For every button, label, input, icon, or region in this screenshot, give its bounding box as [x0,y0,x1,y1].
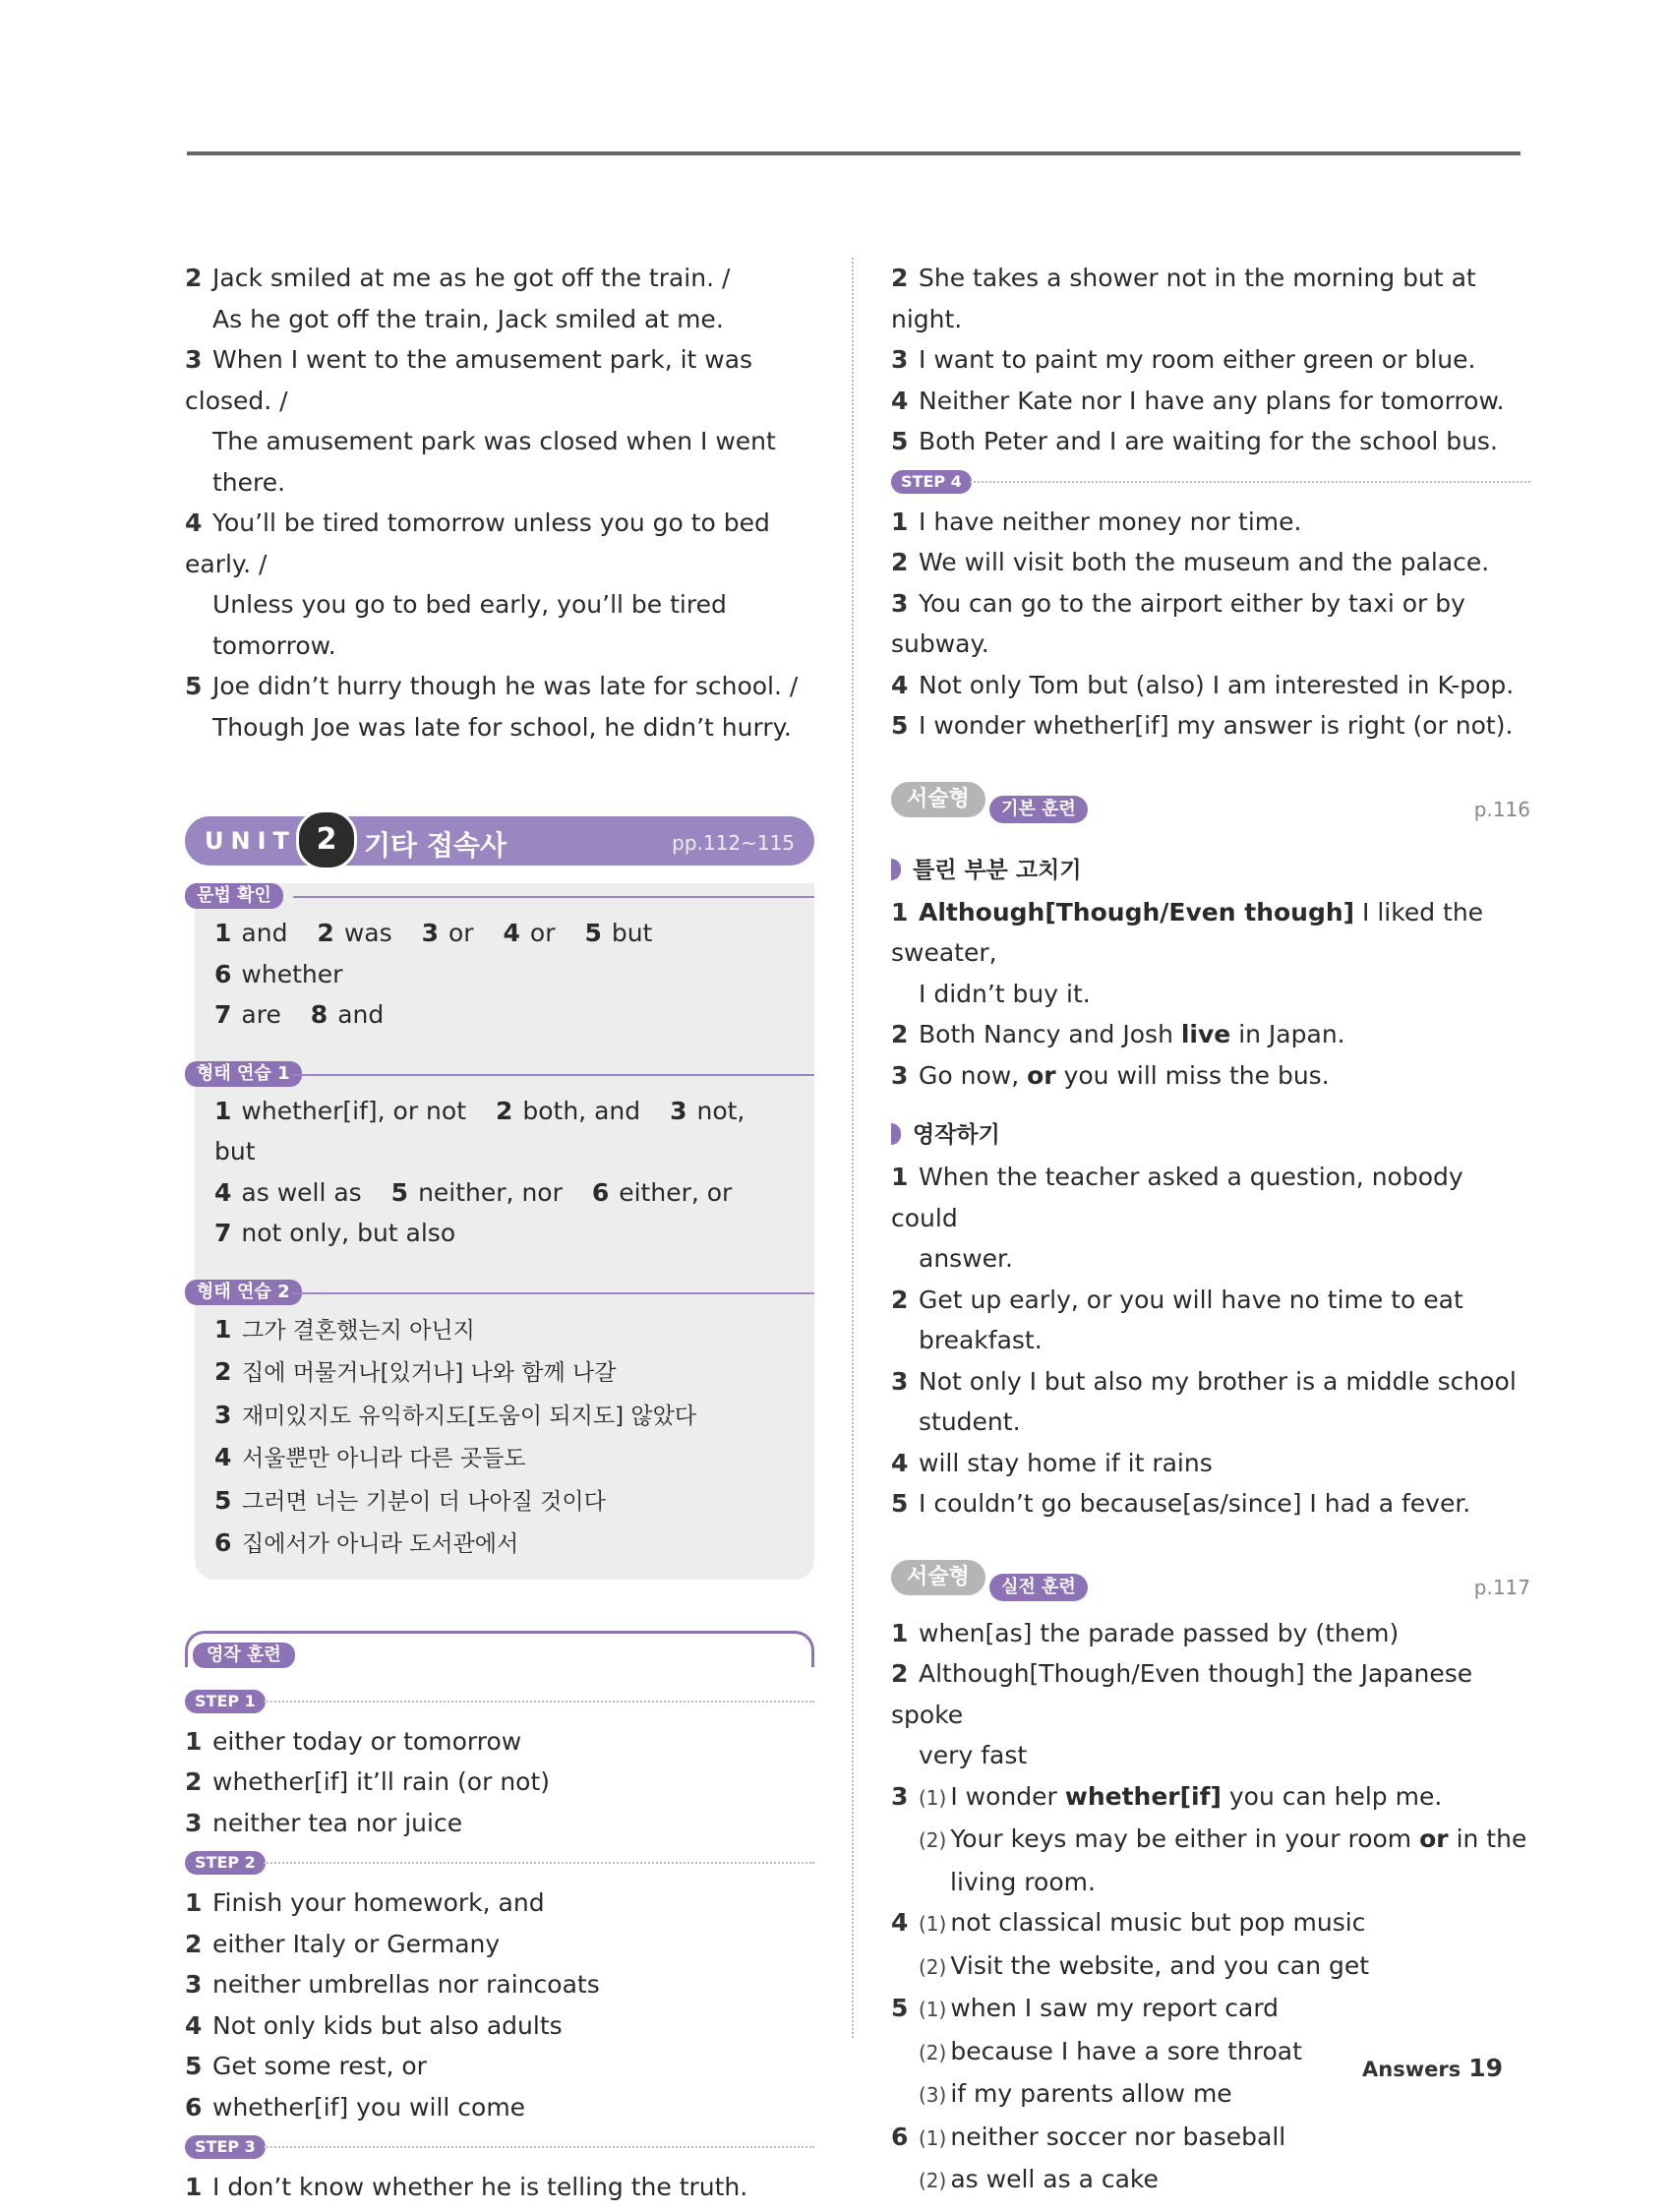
step3-label: STEP 3 [185,2127,814,2167]
list-item: 2 집에 머물거나[있거나] 나와 함께 나갈 [214,1357,617,1386]
list-item: 4 서울뿐만 아니라 다른 곳들도 [214,1443,526,1471]
page-ref: p.117 [1473,1575,1530,1599]
list-item-sub: (2) Visit the website, and you can get [919,1950,1370,1980]
right-column [891,258,1530,2202]
unit-header [185,816,814,866]
list-item: 2 whether[if] it’ll rain (or not) [185,1767,551,1796]
unit-label: UNIT [205,827,296,855]
list-item-cont: answer. [919,1244,1013,1273]
list-item: 1 either today or tomorrow [185,1726,522,1756]
list-item: 3 재미있지도 유익하지도[도움이 되지도] 않았다 [214,1400,697,1429]
writing-training-header: 영작 훈련 [185,1631,814,1668]
list-item-cont: Unless you go to bed early, you’ll be tired tomorrow. [212,590,727,660]
list-item: 4 will stay home if it rains [891,1448,1213,1477]
list-item: 3 (1) I wonder whether[if] you can help me. [891,1781,1443,1811]
list-item-cont: I didn’t buy it. [919,979,1091,1008]
column-divider [852,258,854,2038]
compose-heading: 영작하기 [891,1113,1530,1157]
list-item: 2 either Italy or Germany [185,1929,501,1958]
list-item: 3 neither tea nor juice [185,1808,463,1837]
list-item: 2 Although[Though/Even though] the Japanese spoke [891,1659,1473,1729]
list-item-cont: very fast [919,1741,1028,1769]
list-item: 5 그러면 너는 기분이 더 나아질 것이다 [214,1485,606,1515]
list-item: 3 Not only I but also my brother is a middle school [891,1366,1517,1396]
list-item: 1 Finish your homework, and [185,1888,545,1917]
list-item: 3 Go now, or you will miss the bus. [891,1060,1330,1090]
list-item: 3 You can go to the airport either by taxi or by subway. [891,588,1465,658]
list-item-cont: student. [919,1407,1021,1436]
form1-tag: 형태 연습 1 [185,1061,302,1087]
list-item: 2 Get up early, or you will have no time to eat [891,1285,1463,1314]
list-item: 1 when[as] the parade passed by (them) [891,1618,1400,1647]
step1-label: STEP 1 [185,1682,814,1721]
list-item: 1 I don’t know whether he is telling the truth. [185,2173,748,2201]
grammar-box [195,883,814,1580]
list-item-cont: breakfast. [919,1326,1043,1354]
list-item: 6 집에서가 아니라 도서관에서 [214,1528,519,1557]
grammar-check: 문법 확인 1 and 2 was 3 or 4 or 5 but 6 whether 7 are 8 and [214,883,805,1036]
form-practice-2 [197,1280,805,1566]
list-item: 3 When I went to the amusement park, it was closed. / [185,345,753,415]
list-item-sub: (2) Your keys may be either in your room or in the [919,1824,1527,1853]
bullet-icon [891,859,901,880]
list-item: 4 Not only Tom but (also) I am interested in K-pop. [891,670,1515,699]
basic-training-header: 서술형 기본 훈련 p.116 [891,782,1530,835]
list-item: 4 You’ll be tired tomorrow unless you go to bed early. / [185,508,770,578]
list-item: 1 Although[Though/Even though] I liked the sweater, [891,897,1484,967]
list-item: 5 Both Peter and I are waiting for the school bus. [891,427,1498,455]
list-item: 4 Not only kids but also adults [185,2010,563,2040]
left-column [185,258,814,2208]
list-item-sub: (3) if my parents allow me [919,2079,1232,2108]
list-item-sub: (2) because I have a sore throat [919,2036,1302,2065]
unit-number: 2 [296,809,357,870]
list-item-cont: The amusement park was closed when I went there. [212,427,776,497]
list-item: 5 (1) when I saw my report card [891,1994,1280,2022]
list-item: 2 We will visit both the museum and the palace. [891,548,1490,576]
step4-label: STEP 4 [891,462,1530,502]
list-item: 6 whether[if] you will come [185,2092,526,2122]
page-footer: Answers 19 [1362,2054,1503,2082]
list-item: 1 When the teacher asked a question, nobody could [891,1163,1463,1232]
list-item: 6 (1) neither soccer nor baseball [891,2122,1286,2151]
unit-title: 기타 접속사 [364,829,507,862]
bullet-icon [891,1123,901,1145]
list-item: 3 I want to paint my room either green or blue. [891,345,1476,374]
list-item-cont: living room. [950,1867,1096,1896]
practical-training-header: 서술형 실전 훈련 p.117 [891,1560,1530,1613]
header-rule [187,151,1521,155]
list-item: 5 Get some rest, or [185,2052,427,2080]
list-item-cont: As he got off the train, Jack smiled at me. [212,304,724,333]
list-item-sub: (2) as well as a cake [919,2165,1159,2193]
list-item: 2 She takes a shower not in the morning but at night. [891,264,1476,333]
list-item: 2 Jack smiled at me as he got off the train. / [185,264,731,292]
fix-errors-heading: 틀린 부분 고치기 [891,849,1530,892]
grammar-tag: 문법 확인 [185,883,283,909]
form2-tag: 형태 연습 2 [185,1280,302,1305]
list-item: 4 (1) not classical music but pop music [891,1908,1366,1937]
list-item: 5 I couldn’t go because[as/since] I had a fever. [891,1489,1471,1518]
list-item: 1 I have neither money nor time. [891,507,1302,536]
step2-label: STEP 2 [185,1843,814,1883]
list-item: 2 Both Nancy and Josh live in Japan. [891,1020,1345,1048]
left-top-answers [185,258,814,747]
list-item: 3 neither umbrellas nor raincoats [185,1970,600,1999]
form-practice-1: 형태 연습 1 1 whether[if], or not 2 both, and 3 not, but 4 as well as 5 neither, nor 6 either, or 7 not only, but also [214,1061,805,1254]
list-item: 4 Neither Kate nor I have any plans for tomorrow. [891,386,1505,415]
page-number: 19 [1468,2054,1503,2082]
list-item: 5 Joe didn’t hurry though he was late for school. / [185,672,799,700]
list-item: 5 I wonder whether[if] my answer is right (or not). [891,711,1514,740]
unit-pages: pp.112~115 [672,831,795,855]
list-item-cont: Though Joe was late for school, he didn’t hurry. [212,712,792,742]
list-item: 1 그가 결혼했는지 아닌지 [214,1314,475,1344]
page-ref: p.116 [1473,797,1530,821]
